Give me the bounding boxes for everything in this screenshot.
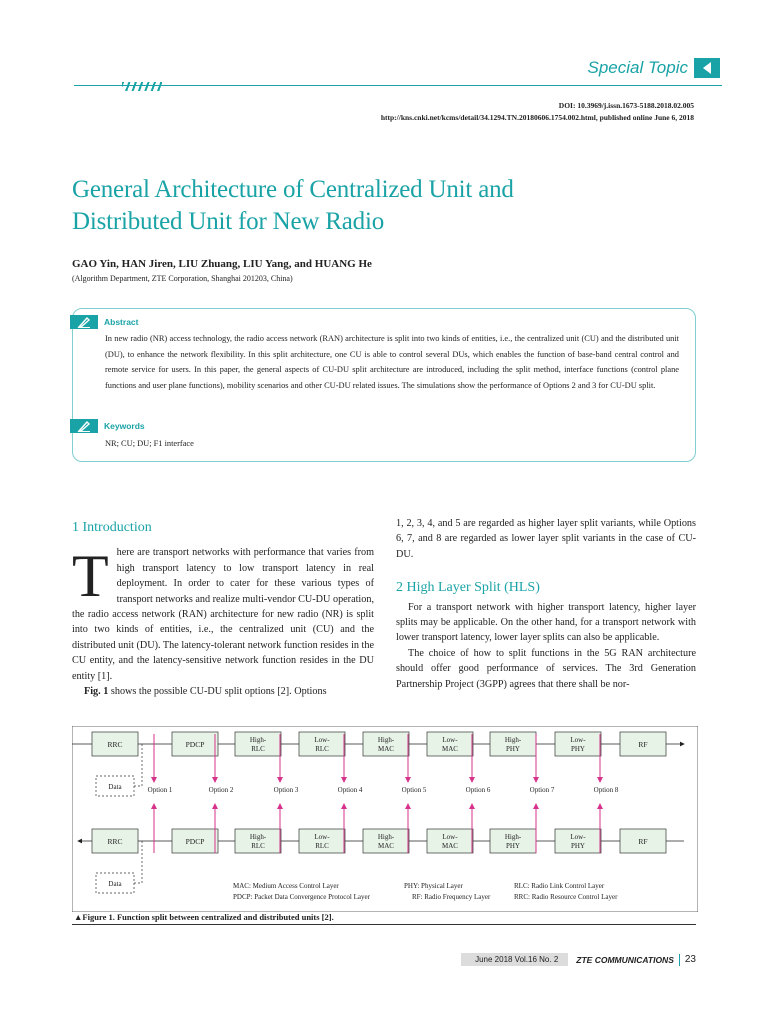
bottom-block-label-b-2: RLC [251,842,265,850]
triangle-left-icon [694,58,720,78]
option-label-2: Option 2 [208,786,234,794]
intro-paragraph-2 [72,684,374,699]
bottom-block-label-a-6: High- [504,833,522,841]
hls-para-1: For a transport network with higher transport latency, higher layer splits may be applicable. On the other hand, for a transport network with lower transport latency, lower layer splits can also be applicable. [396,601,696,644]
figure-bottom-rule [72,924,696,925]
hls-para-2: The choice of how to split functions in the 5G RAN architecture should offer good performance of services. The 3rd Generation Partnership Project (3GPP) agrees that there shall be nor- [396,647,696,690]
hatch-decoration [122,82,162,91]
intro-para-2: shows the possible CU-DU split options [2]. Options [108,686,327,698]
affiliation: (Algorithm Department, ZTE Corporation, Shanghai 201203, China) [72,274,293,283]
top-block-label-b-4: MAC [378,745,394,753]
top-block-label-1: PDCP [185,740,205,749]
bottom-block-label-a-4: High- [377,833,395,841]
option-label-7: Option 7 [529,786,555,794]
top-block-label-a-3: Low- [314,736,330,744]
article-title [72,174,632,238]
right-column [396,516,696,692]
abstract-box [72,308,696,462]
figure-caption: ▲Figure 1. Function split between centralized and distributed units [2]. [74,912,334,922]
top-block-label-a-2: High- [249,736,267,744]
footer-separator [679,954,680,966]
top-block-label-a-7: Low- [570,736,586,744]
intro-paragraph [72,545,374,684]
top-block-label-b-2: RLC [251,745,265,753]
top-block-label-b-6: PHY [505,745,521,753]
option-label-5: Option 5 [401,786,427,794]
bottom-block-label-8: RF [638,837,648,846]
legend-rf: RF: Radio Frequency Layer [412,893,491,901]
hls-heading: 2 High Layer Split (HLS) [396,580,540,596]
legend-rlc: RLC: Radio Link Control Layer [514,882,605,890]
legend-mac: MAC: Medium Access Control Layer [233,882,339,890]
legend-rrc: RRC: Radio Resource Control Layer [514,893,618,901]
author-list: GAO Yin, HAN Jiren, LIU Zhuang, LIU Yang, and HUANG He [72,258,372,270]
legend-pdcp: PDCP: Packet Data Convergence Protocol Layer [233,893,370,901]
left-column [72,520,374,699]
figure-1 [72,726,698,912]
section-header [588,58,721,78]
top-block-label-a-5: Low- [442,736,458,744]
drop-cap: T [72,543,109,610]
keywords-text: NR; CU; DU; F1 interface [105,439,194,448]
legend-phy: PHY: Physical Layer [404,882,463,890]
pencil-icon [70,315,98,329]
bottom-block-label-a-5: Low- [442,833,458,841]
split-diagram [72,726,698,912]
published-url[interactable]: http://kns.cnki.net/kcms/detail/34.1294.TN.20180606.1754.002.html, published online June 6, 2018 [380,113,694,122]
abstract-label: Abstract [104,317,139,327]
bottom-block-label-b-5: MAC [442,842,458,850]
top-block-label-b-3: RLC [315,745,329,753]
bottom-block-label-b-7: PHY [570,842,586,850]
bottom-block-label-0: RRC [107,837,123,846]
option-label-4: Option 4 [337,786,363,794]
top-block-label-0: RRC [107,740,123,749]
bottom-block-label-b-3: RLC [315,842,329,850]
keywords-tag [70,419,145,433]
journal-name: ZTE COMMUNICATIONS [576,954,674,965]
bottom-block-label-b-4: MAC [378,842,394,850]
option-label-6: Option 6 [465,786,491,794]
fig-ref[interactable]: Fig. 1 [84,686,109,698]
doi-text: DOI: 10.3969/j.issn.1673-5188.2018.02.005 [558,101,694,110]
abstract-tag [70,315,138,329]
bottom-block-label-a-7: Low- [570,833,586,841]
bottom-block-label-a-2: High- [249,833,267,841]
abstract-text: In new radio (NR) access technology, the radio access network (RAN) architecture is split into two kinds of entities, i.e., the centralized unit (CU) and the distributed unit (DU), to enhance the network flexibility. In this split architecture, one CU is able to control several DUs, which enables the function of base-band central control and remote service for users. In this paper, the general aspects of CU-DU split architecture are introduced, including the split method, interface functions (control plane functions and user plane functions), mobility scenarios and other CU-DU related issues. The simulations show the performance of Options 2 and 3 for CU-DU split. [105,334,679,390]
top-block-label-a-6: High- [504,736,522,744]
right-para-top: 1, 2, 3, 4, and 5 are regarded as higher layer split variants, while Options 6, 7, and 8 are regarded as lower layer split variants in the case of CU-DU. [396,518,696,560]
special-topic-label: Special Topic [587,58,688,77]
pencil-icon [70,419,98,433]
bottom-block-label-a-3: Low- [314,833,330,841]
top-block-label-b-7: PHY [570,745,586,753]
keywords-label: Keywords [104,421,145,431]
top-block-label-a-4: High- [377,736,395,744]
title-line-2: Distributed Unit for New Radio [72,208,385,235]
top-block-label-b-5: MAC [442,745,458,753]
bottom-block-label-b-6: PHY [505,842,521,850]
intro-heading: 1 Introduction [72,520,152,535]
top-data-label: Data [108,783,122,791]
doi-block [381,100,694,124]
option-label-3: Option 3 [273,786,299,794]
issue-info: June 2018 Vol.16 No. 2 [461,953,568,966]
intro-para-1: here are transport networks with performance that varies from high transport latency to low transport latency in real deployment. In order to cater for these various types of transport networks and realize multi-vendor CU-DU operation, the radio access network (RAN) architecture for new radio (NR) is split into two kinds of entities, i.e., the centralized unit (CU) and the distributed unit (DU). The latency-tolerant network function resides in the CU entity, and the latency-sensitive network function resides in the DU entity [1]. [72,547,374,682]
header-rule [74,85,722,86]
bottom-block-label-1: PDCP [185,837,205,846]
page-number: 23 [684,954,696,965]
title-line-1: General Architecture of Centralized Unit and [72,176,514,203]
option-label-1: Option 1 [147,786,173,794]
option-label-8: Option 8 [593,786,619,794]
top-block-label-8: RF [638,740,648,749]
bottom-data-label: Data [108,880,122,888]
page-footer [461,953,696,966]
